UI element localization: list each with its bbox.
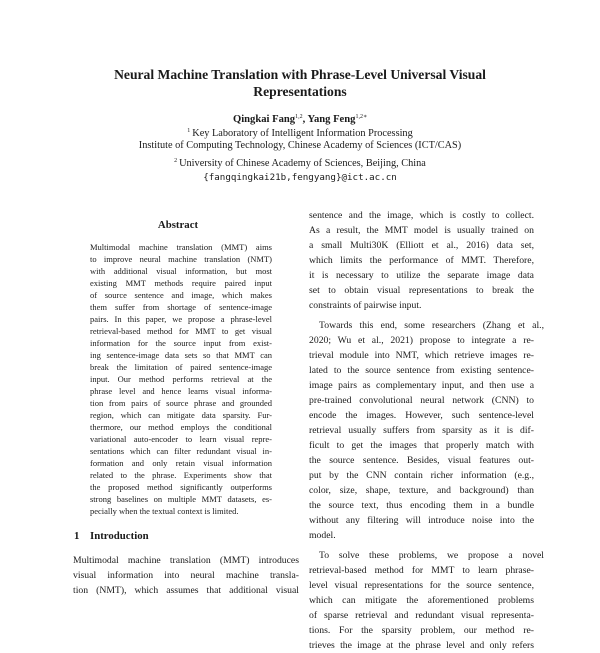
abstract-line: input. Our method performs retrieval at the — [90, 374, 272, 384]
paper-title — [60, 66, 540, 100]
body-line: put by the CNN contain richer information (e.g., — [309, 470, 534, 481]
body-line: retrieval-based method for MMT to learn phrase- — [309, 565, 534, 576]
abstract-line: region, which can mitigate data sparsity. Fur- — [90, 410, 272, 420]
body-line: the source sentence. Besides, visual features out- — [309, 455, 534, 466]
body-line: model. — [309, 530, 336, 541]
abstract-line: formation and only retain visual information — [90, 458, 272, 468]
body-line: tions. For the sparsity problem, our method re- — [309, 625, 534, 636]
abstract-line: pairs. In this paper, we propose a phrase-level — [90, 314, 272, 324]
body-line: Multimodal machine translation (MMT) introduces — [73, 555, 299, 566]
section-number: 1 — [74, 530, 80, 542]
abstract-line: of source sentence and image, which makes — [90, 290, 272, 300]
body-line: To solve these problems, we propose a novel — [319, 550, 544, 561]
section-heading-introduction — [74, 529, 149, 543]
body-line: set to obtain visual representations to break the — [309, 285, 534, 296]
abstract-line: related to the phrase. Experiments show that — [90, 470, 272, 480]
body-line: constraints of pairwise input. — [309, 300, 422, 311]
abstract-line: the proposed method significantly outperforms — [90, 482, 272, 492]
paper-title-line-1: Neural Machine Translation with Phrase-Level Universal Visual — [114, 67, 486, 82]
abstract-line: to improve neural machine translation (NMT) — [90, 254, 272, 264]
abstract-line: them suffer from shortage of sentence-image — [90, 302, 272, 312]
affiliation-line: $^1$ Key Laboratory of Intelligent Information Processing — [187, 128, 413, 139]
affiliation-line: $^2$ University of Chinese Academy of Sciences, Beijing, China — [174, 158, 426, 169]
abstract-line: with additional visual information, but most — [90, 266, 272, 276]
abstract-line: variational auto-encoder to learn visual repre- — [90, 434, 272, 444]
body-line: As a result, the MMT model is usually trained on — [309, 225, 534, 236]
author-affiliation-marker: 1,2∗ — [355, 114, 368, 120]
author-name: Yang Feng — [307, 114, 356, 125]
author-email: {fangqingkai21b,fengyang}@ict.ac.cn — [203, 172, 397, 183]
body-line: a small Multi30K (Elliott et al., 2016) data set, — [309, 240, 534, 251]
author-affiliation-marker: 1,2 — [295, 114, 303, 120]
affiliation-line: Institute of Computing Technology, Chinese Academy of Sciences (ICT/CAS) — [138, 140, 462, 151]
abstract-line: strong baselines on multiple MMT datasets, es- — [90, 494, 272, 504]
body-line: which limits the performance of MMT. Therefore, — [309, 255, 534, 266]
abstract-line: retrieval-based method for MMT to get visual — [90, 326, 272, 336]
abstract-line: thermore, our method employs the conditional — [90, 422, 272, 432]
abstract-line: ing sentence-image data sets so that MMT can — [90, 350, 272, 360]
abstract-line: Multimodal machine translation (MMT) aims — [90, 242, 272, 252]
body-line: retrieval usually suffers from sparsity as it is dif- — [309, 425, 534, 436]
body-line: pre-trained convolutional neural network (CNN) to — [309, 395, 534, 406]
body-line: trieves the image at the phrase level and only refers — [309, 640, 534, 651]
paper-title-line-2: Representations — [253, 84, 347, 99]
body-line: image pairs as complementary input, and then use a — [309, 380, 534, 391]
abstract-line: tion from pairs of source phrase and grounded — [90, 398, 272, 408]
abstract-line: phrase level and hence learns visual informa- — [90, 386, 272, 396]
body-line: which can mitigate the aforementioned problems — [309, 595, 534, 606]
abstract-line: sentations which can filter redundant visual in- — [90, 446, 272, 456]
body-line: tion (NMT), which assumes that additional visual — [73, 585, 299, 596]
body-line: without any filtering will introduce noise into the — [309, 515, 534, 526]
author-list: Qingkai Fang$^{1,2}$, Yang Feng$^{1,2∗}$ — [232, 114, 368, 125]
affiliation-marker: 2 — [174, 158, 178, 164]
abstract-line: existing MMT methods require paired input — [90, 278, 272, 288]
affiliation-marker: 1 — [187, 128, 191, 134]
body-line: sentence and the image, which is costly to collect. — [309, 210, 534, 221]
body-line: level visual representations for the source sentence, — [309, 580, 534, 591]
body-line: visual information into neural machine transla- — [73, 570, 299, 581]
body-line: trieval module into NMT, which retrieve images re- — [309, 350, 534, 361]
body-line: the source text, thus encoding them in a bundle — [309, 500, 534, 511]
body-line: Towards this end, some researchers (Zhang et al., — [319, 320, 544, 331]
abstract-line: information for the source input from exist- — [90, 338, 272, 348]
abstract-line: pecially when the textual context is limited. — [90, 506, 239, 516]
abstract-line: break the limitation of paired sentence-image — [90, 362, 272, 372]
body-line: encode the images. However, such sentence-level — [309, 410, 534, 421]
body-line: of sparse retrieval and redundant visual representa- — [309, 610, 534, 621]
author-name: Qingkai Fang — [232, 114, 296, 125]
body-line: color, size, shape, texture, and background) than — [309, 485, 534, 496]
body-line: it is necessary to utilize the separate image data — [309, 270, 534, 281]
body-line: lated to the source sentence from existing sentence- — [309, 365, 534, 376]
abstract-heading: Abstract — [157, 219, 199, 231]
body-line: ficult to get the images that properly match with — [309, 440, 534, 451]
section-title: Introduction — [90, 530, 149, 542]
body-line: 2020; Wu et al., 2021) propose to integrate a re- — [309, 335, 534, 346]
